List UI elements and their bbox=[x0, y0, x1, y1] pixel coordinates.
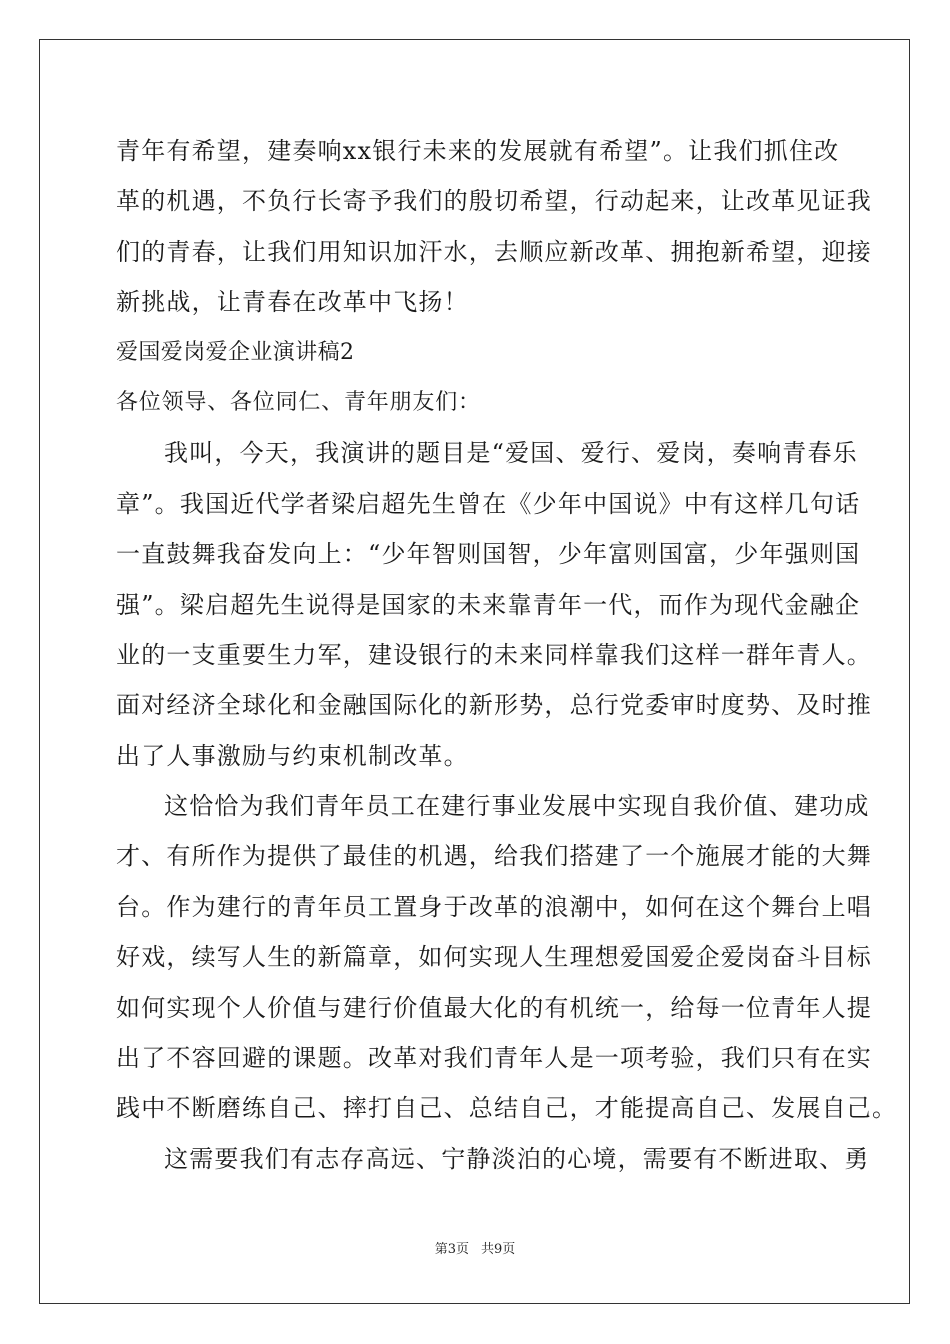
page-footer bbox=[0, 1238, 950, 1257]
text-line: 践中不断磨练自己、摔打自己、总结自己，才能提高自己、发展自己。 bbox=[116, 1094, 898, 1123]
text-line: 业的一支重要生力军，建设银行的未来同样靠我们这样一群年青人。 bbox=[116, 640, 872, 669]
salutation: 各位领导、各位同仁、青年朋友们： bbox=[116, 389, 481, 415]
text-line: 才、有所作为提供了最佳的机遇，给我们搭建了一个施展才能的大舞 bbox=[116, 842, 872, 871]
text-line: 强”。梁启超先生说得是国家的未来靠青年一代，而作为现代金融企 bbox=[116, 590, 861, 619]
text-line: 台。作为建行的青年员工置身于改革的浪潮中，如何在这个舞台上唱 bbox=[116, 892, 872, 921]
text-line: 们的青春，让我们用知识加汗水，去顺应新改革、拥抱新希望，迎接 bbox=[116, 237, 872, 266]
text-line: 面对经济全球化和金融国际化的新形势，总行党委审时度势、及时推 bbox=[116, 691, 872, 720]
page-total: 共9页 bbox=[481, 1242, 516, 1257]
text-line: 一直鼓舞我奋发向上：“少年智则国智，少年富则国富，少年强则国 bbox=[116, 540, 861, 569]
text-line: 出了不容回避的课题。改革对我们青年人是一项考验，我们只有在实 bbox=[116, 1044, 872, 1073]
text-line: 出了人事激励与约束机制改革。 bbox=[116, 741, 469, 770]
paragraph-start: 这恰恰为我们青年员工在建行事业发展中实现自我价值、建功成 bbox=[164, 792, 870, 821]
document-body bbox=[116, 126, 898, 1184]
page-current: 第3页 bbox=[434, 1242, 469, 1257]
text-line: 青年有希望，建奏响xx银行未来的发展就有希望”。让我们抓住改 bbox=[116, 137, 840, 165]
text-line: 革的机遇，不负行长寄予我们的殷切希望，行动起来，让改革见证我 bbox=[116, 187, 872, 216]
text-line: 新挑战，让青春在改革中飞扬！ bbox=[116, 288, 469, 317]
text-line: 好戏，续写人生的新篇章，如何实现人生理想爱国爱企爱岗奋斗目标 bbox=[116, 943, 872, 972]
paragraph-start: 我叫，今天，我演讲的题目是“爱国、爱行、爱岗，奏响青春乐 bbox=[164, 439, 858, 468]
section-heading: 爱国爱岗爱企业演讲稿2 bbox=[116, 339, 355, 365]
paragraph-start: 这需要我们有志存高远、宁静淡泊的心境，需要有不断进取、勇 bbox=[164, 1144, 870, 1173]
text-line: 如何实现个人价值与建行价值最大化的有机统一，给每一位青年人提 bbox=[116, 993, 872, 1022]
text-line: 章”。我国近代学者梁启超先生曾在《少年中国说》中有这样几句话 bbox=[116, 489, 861, 518]
